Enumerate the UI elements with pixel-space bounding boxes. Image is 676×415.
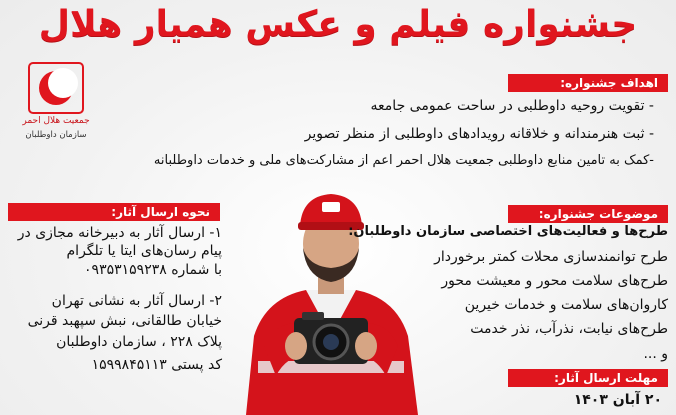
submission-line: خیابان طالقانی، نبش سپهبد قرنی: [27, 313, 222, 329]
submission-line: با شماره ۰۹۳۵۳۱۵۹۲۳۸: [84, 262, 222, 278]
logo-org-name: جمعیت هلال احمر: [22, 116, 90, 126]
goals-heading: اهداف جشنواره:: [508, 74, 668, 92]
goal-item: -کمک به تامین منابع داوطلبی جمعیت هلال احمر اعم از مشارکت‌های ملی و خدمات داوطلبانه: [153, 153, 654, 168]
volunteer-photographer-image: [236, 186, 426, 415]
submission-line: پلاک ۲۲۸ ، سازمان داوطلبان: [56, 334, 222, 350]
topics-heading: موضوعات جشنواره:: [508, 205, 668, 223]
topic-item: کاروان‌های سلامت و خدمات خیرین: [464, 297, 668, 313]
goal-item: - تقویت روحیه داوطلبی در ساحت عمومی جامعه: [370, 98, 654, 114]
topic-item: طرح توانمندسازی محلات کمتر برخوردار: [434, 249, 668, 265]
goal-item: - ثبت هنرمندانه و خلاقانه رویدادهای داوطلبی از منظر تصویر: [304, 126, 654, 142]
topic-item: طرح‌های سلامت محور و معیشت محور: [441, 273, 668, 289]
topics-subheading: طرح‌ها و فعالیت‌های اختصاصی سازمان داوطلبان:: [348, 224, 668, 239]
red-crescent-logo: [12, 62, 100, 140]
red-crescent-icon: [28, 62, 84, 114]
topic-item: و ...: [643, 346, 668, 362]
logo-sub-name: سازمان داوطلبان: [25, 130, 87, 140]
topic-item: طرح‌های نیابت، نذرآب، نذر خدمت: [470, 321, 668, 337]
deadline-date: ۲۰ آبان ۱۴۰۳: [573, 392, 662, 408]
poster-title: جشنواره فیلم و عکس همیار هلال: [38, 4, 638, 45]
submission-heading: نحوه ارسال آثار:: [8, 203, 220, 221]
submission-line: ۱- ارسال آثار به دبیرخانه مجازی در: [17, 225, 222, 241]
submission-line: پیام رسان‌های ایتا یا تلگرام: [66, 243, 222, 259]
submission-line: کد پستی ۱۵۹۹۸۴۵۱۱۳: [91, 357, 222, 373]
deadline-heading: مهلت ارسال آثار:: [508, 369, 668, 387]
submission-line: ۲- ارسال آثار به نشانی تهران: [51, 293, 222, 309]
